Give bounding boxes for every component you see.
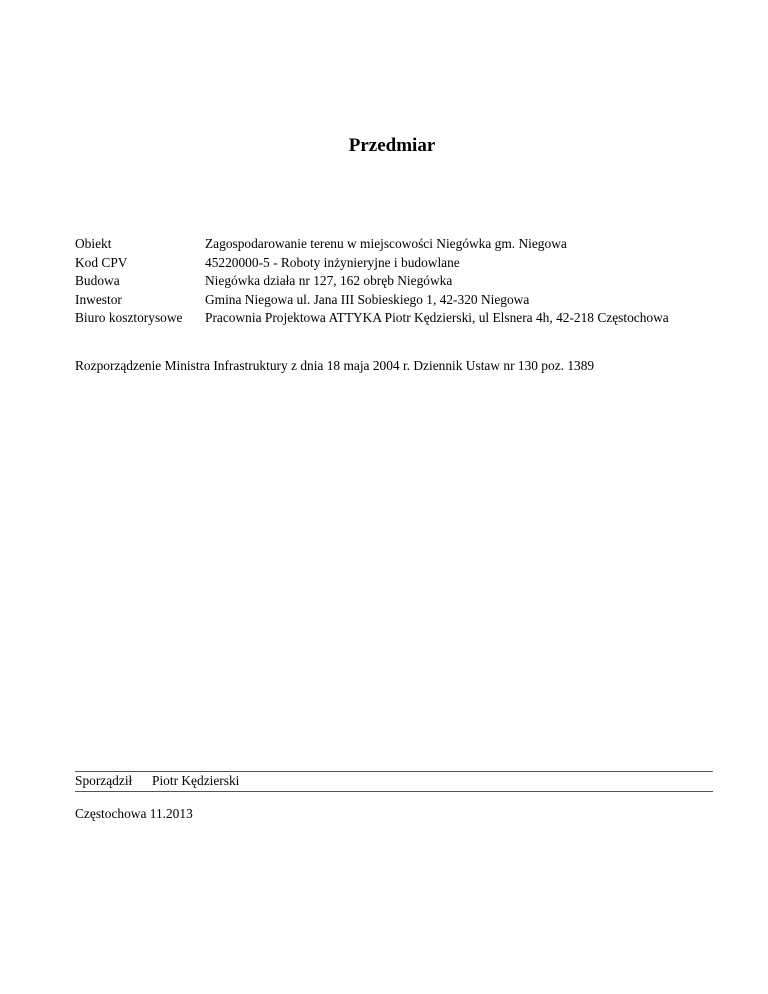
info-row-biuro bbox=[75, 309, 669, 328]
info-label: Kod CPV bbox=[75, 254, 128, 270]
place-date: Częstochowa 11.2013 bbox=[75, 806, 193, 821]
author-name: Piotr Kędzierski bbox=[152, 773, 240, 788]
info-row-obiekt bbox=[75, 235, 669, 254]
info-value: Gmina Niegowa ul. Jana III Sobieskiego 1, 42-320 Niegowa bbox=[205, 291, 530, 307]
info-label: Obiekt bbox=[75, 236, 112, 251]
info-row-kod-cpv bbox=[75, 254, 669, 273]
info-value: 45220000-5 - Roboty inżynieryjne i budowlane bbox=[205, 254, 460, 270]
info-value: Pracownia Projektowa ATTYKA Piotr Kędzierski, ul Elsnera 4h, 42-218 Częstochowa bbox=[205, 310, 669, 325]
author-label: Sporządził bbox=[75, 773, 133, 788]
info-value: Niegówka działa nr 127, 162 obręb Niegówka bbox=[205, 273, 453, 288]
info-row-inwestor bbox=[75, 291, 669, 310]
author-row bbox=[75, 772, 239, 790]
info-table bbox=[75, 235, 669, 328]
regulation-text: Rozporządzenie Ministra Infrastruktury z dnia 18 maja 2004 r. Dziennik Ustaw nr 130 poz. 1389 bbox=[75, 358, 595, 373]
info-row-budowa bbox=[75, 272, 669, 291]
info-label: Biuro kosztorysowe bbox=[75, 310, 183, 325]
divider-bottom bbox=[75, 791, 713, 792]
info-label: Inwestor bbox=[75, 291, 122, 307]
page-title: Przedmiar bbox=[348, 135, 436, 156]
info-value: Zagospodarowanie terenu w miejscowości Niegówka gm. Niegowa bbox=[205, 236, 567, 251]
info-label: Budowa bbox=[75, 273, 120, 288]
